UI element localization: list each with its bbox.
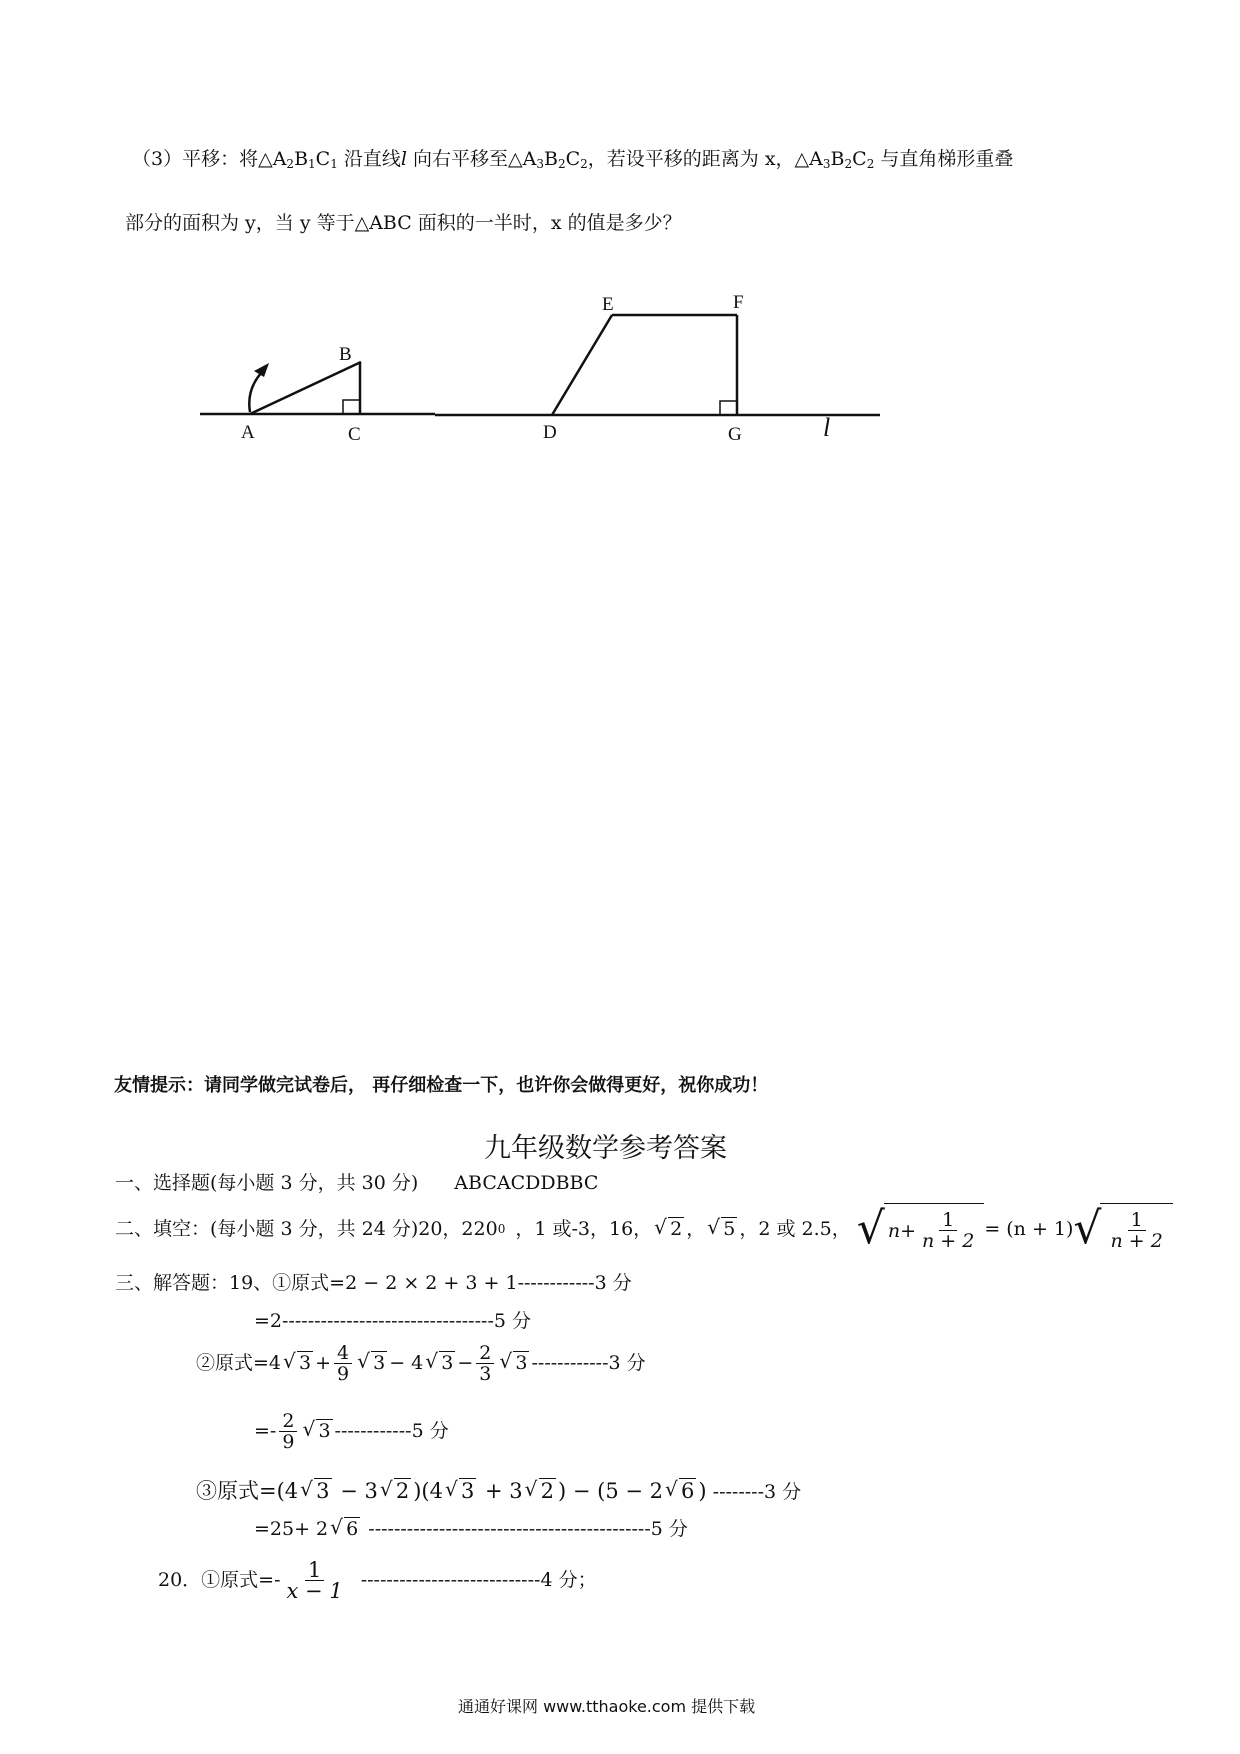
label-E: E [602, 294, 614, 315]
right-angle-mark-G [720, 401, 736, 415]
q19-part1-result: =2---------------------------------5 分 [254, 1310, 531, 1332]
rotation-arrow-head [254, 363, 269, 377]
q19-part3-result: =25+ 2√ 6 --------------------------------------------5 分 [254, 1517, 688, 1541]
section-2-fill-blank: 二、填空：(每小题 3 分，共 24 分)20，220 0 ，1 或-3，16， √ 2 ， √ 5 ，2 或 2.5， √ n + $\frac{1}{n + 2}$ = (n + 1) √ $\frac{1}{n + 2}$ [115, 1199, 1173, 1259]
label-F: F [733, 292, 744, 313]
label-l: l [823, 413, 831, 442]
q19-part2-result: =- $\frac{2}{9}$ √ 3 ------------5 分 [254, 1404, 449, 1458]
sqrt-5: √ 5 [707, 1217, 737, 1241]
right-angle-mark-C [343, 400, 359, 414]
answers-title: 九年级数学参考答案 [484, 1133, 727, 1164]
label-C: C [348, 424, 361, 445]
radical-expression-right: √ $\frac{1}{n + 2}$ [1073, 1203, 1172, 1255]
label-A: A [241, 422, 255, 443]
section-1-choice: 一、选择题(每小题 3 分，共 30 分) ABCACDDBBC [115, 1172, 599, 1194]
problem-3-line-1: （3）平移：将$\triangle A_2B_1C_1$ 沿直线l 向右平移至$\triangle A_3B_2C_2$，若设平移的距离为 x，$\triangle A_3B_2C_2$ 与直角梯形重叠 [132, 148, 1014, 171]
geometry-figure [0, 270, 1240, 460]
footer-source: 通通好课网 www.tthaoke.com 提供下载 [458, 1697, 756, 1716]
radical-expression-left: √ n + $\frac{1}{n + 2}$ [857, 1203, 985, 1255]
rotation-arrow [249, 370, 264, 412]
label-B: B [339, 344, 352, 365]
friendly-hint: 友情提示：请同学做完试卷后， 再仔细检查一下，也许你会做得更好，祝你成功！ [114, 1075, 769, 1096]
trapezoid-side-DE [552, 315, 612, 415]
label-D: D [543, 422, 557, 443]
sqrt-2: √ 2 [654, 1217, 684, 1241]
q20-part1: 20．①原式=- $\frac{1}{x - 1}$ ----------------------------4 分； [158, 1557, 597, 1603]
problem-3-line-2: 部分的面积为 y，当 y 等于△ABC 面积的一半时，x 的值是多少？ [125, 212, 682, 234]
q19-part3: ③原式=(4√ 3 − 3√ 2 )(4√ 3 + 3√ 2 ) − (5 − 2√ 6 ) --------3 分 [196, 1479, 801, 1504]
q19-part2: ②原式= 4 √ 3 + $\frac{4}{9}$ √ 3 − 4 √ 3 − $\frac{2}{3}$ √ 3 ------------3 分 [196, 1336, 646, 1390]
q19-part1: 三、解答题：19、①原式=2 − 2 × 2 + 3 + 1------------3 分 [115, 1272, 632, 1294]
label-G: G [728, 424, 742, 445]
triangle-side-AB [250, 362, 361, 414]
